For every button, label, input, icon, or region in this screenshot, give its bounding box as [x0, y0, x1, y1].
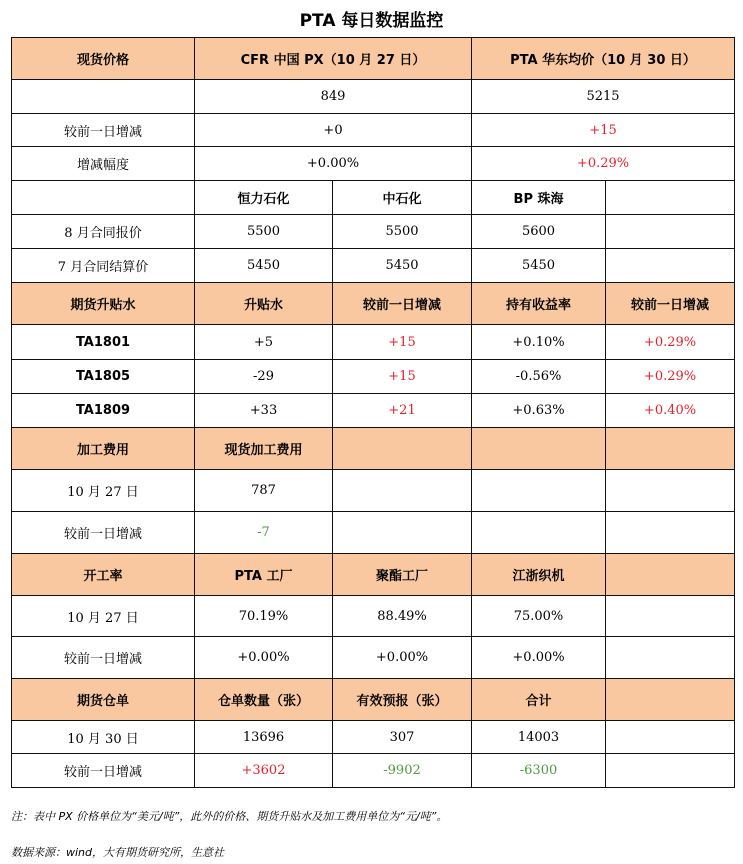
warehouse-cell: [606, 754, 735, 788]
processing-cell: [472, 470, 606, 512]
contract-header-sinopec: 中石化: [333, 181, 472, 215]
operating-cell: +0.00%: [472, 637, 606, 679]
spot-px-change: +0: [195, 114, 472, 147]
warehouse-cell: 307: [333, 721, 472, 754]
processing-row-label: 较前一日增减: [12, 512, 195, 554]
contract-cell: 5500: [195, 215, 333, 249]
contract-row-label: 8 月合同报价: [12, 215, 195, 249]
contract-cell: 5500: [333, 215, 472, 249]
contract-cell: [606, 249, 735, 283]
operating-row-label: 较前一日增减: [12, 637, 195, 679]
futures-contract-code: TA1801: [12, 325, 195, 360]
warehouse-header-forecast: 有效预报（张）: [333, 679, 472, 721]
spot-header-label: 现货价格: [12, 38, 195, 80]
table-row: [12, 754, 735, 788]
operating-header-empty: [606, 554, 735, 596]
operating-header-label: 开工率: [12, 554, 195, 596]
futures-contract-code: TA1805: [12, 360, 195, 394]
processing-header-empty: [606, 428, 735, 470]
table-row: [12, 325, 735, 360]
pta-data-table: [11, 37, 735, 788]
spot-pct-label: 增减幅度: [12, 147, 195, 181]
warehouse-forecast-change: -9902: [333, 754, 472, 788]
processing-header-empty: [333, 428, 472, 470]
spot-price-label: [12, 80, 195, 114]
futures-header-row: [12, 283, 735, 325]
futures-basis: +33: [195, 394, 333, 428]
spot-px-price: 849: [195, 80, 472, 114]
table-row: [12, 470, 735, 512]
processing-cell: [606, 470, 735, 512]
contract-header-label: [12, 181, 195, 215]
warehouse-cell: [606, 721, 735, 754]
data-source: 数据来源：wind，大有期货研究所，生意社: [11, 846, 225, 859]
spot-pta-price: 5215: [472, 80, 735, 114]
operating-header-pta: PTA 工厂: [195, 554, 333, 596]
contract-row-label: 7 月合同结算价: [12, 249, 195, 283]
warehouse-header-label: 期货仓单: [12, 679, 195, 721]
operating-row-label: 10 月 27 日: [12, 596, 195, 637]
page-title: PTA 每日数据监控: [299, 11, 444, 31]
warehouse-header-row: [12, 679, 735, 721]
operating-cell: +0.00%: [195, 637, 333, 679]
spot-px-pct: +0.00%: [195, 147, 472, 181]
warehouse-header-receipts: 仓单数量（张）: [195, 679, 333, 721]
processing-header-empty: [472, 428, 606, 470]
operating-cell: 75.00%: [472, 596, 606, 637]
processing-header-spot: 现货加工费用: [195, 428, 333, 470]
contract-cell: 5450: [472, 249, 606, 283]
processing-value: 787: [195, 470, 333, 512]
spot-pct-row: [12, 147, 735, 181]
futures-basis-change: +21: [333, 394, 472, 428]
operating-cell: 88.49%: [333, 596, 472, 637]
processing-row-label: 10 月 27 日: [12, 470, 195, 512]
processing-change: -7: [195, 512, 333, 554]
spot-header-pta: PTA 华东均价（10 月 30 日）: [472, 38, 735, 80]
futures-header-basis-change: 较前一日增减: [333, 283, 472, 325]
table-row: [12, 249, 735, 283]
table-row: [12, 637, 735, 679]
processing-cell: [472, 512, 606, 554]
warehouse-row-label: 较前一日增减: [12, 754, 195, 788]
futures-basis: +5: [195, 325, 333, 360]
unit-note: 注：表中 PX 价格单位为“美元/吨”，此外的价格、期货升贴水及加工费用单位为“元/吨”。: [11, 810, 448, 823]
processing-cell: [333, 470, 472, 512]
futures-header-basis: 升贴水: [195, 283, 333, 325]
futures-yield: -0.56%: [472, 360, 606, 394]
spot-price-row: [12, 80, 735, 114]
spot-header-row: [12, 38, 735, 80]
warehouse-header-total: 合计: [472, 679, 606, 721]
warehouse-receipt-change: +3602: [195, 754, 333, 788]
futures-yield-change: +0.29%: [606, 325, 735, 360]
warehouse-header-empty: [606, 679, 735, 721]
warehouse-row-label: 10 月 30 日: [12, 721, 195, 754]
futures-yield-change: +0.40%: [606, 394, 735, 428]
operating-header-polyester: 聚酯工厂: [333, 554, 472, 596]
table-row: [12, 394, 735, 428]
contract-header-row: [12, 181, 735, 215]
contract-header-bp: BP 珠海: [472, 181, 606, 215]
futures-basis-change: +15: [333, 325, 472, 360]
futures-basis-change: +15: [333, 360, 472, 394]
processing-header-row: [12, 428, 735, 470]
futures-yield-change: +0.29%: [606, 360, 735, 394]
futures-yield: +0.63%: [472, 394, 606, 428]
contract-cell: [606, 215, 735, 249]
operating-cell: [606, 637, 735, 679]
futures-header-yield: 持有收益率: [472, 283, 606, 325]
contract-cell: 5450: [333, 249, 472, 283]
warehouse-total-change: -6300: [472, 754, 606, 788]
operating-cell: 70.19%: [195, 596, 333, 637]
spot-pta-pct: +0.29%: [472, 147, 735, 181]
table-row: [12, 215, 735, 249]
futures-header-label: 期货升贴水: [12, 283, 195, 325]
processing-header-label: 加工费用: [12, 428, 195, 470]
operating-header-row: [12, 554, 735, 596]
operating-cell: [606, 596, 735, 637]
spot-header-px: CFR 中国 PX（10 月 27 日）: [195, 38, 472, 80]
contract-cell: 5600: [472, 215, 606, 249]
warehouse-cell: 13696: [195, 721, 333, 754]
contract-header-empty: [606, 181, 735, 215]
contract-cell: 5450: [195, 249, 333, 283]
operating-cell: +0.00%: [333, 637, 472, 679]
spot-change-label: 较前一日增减: [12, 114, 195, 147]
futures-yield: +0.10%: [472, 325, 606, 360]
spot-change-row: [12, 114, 735, 147]
table-row: [12, 596, 735, 637]
spot-pta-change: +15: [472, 114, 735, 147]
futures-header-yield-change: 较前一日增减: [606, 283, 735, 325]
operating-header-loom: 江浙织机: [472, 554, 606, 596]
warehouse-cell: 14003: [472, 721, 606, 754]
table-row: [12, 360, 735, 394]
futures-basis: -29: [195, 360, 333, 394]
futures-contract-code: TA1809: [12, 394, 195, 428]
processing-cell: [333, 512, 472, 554]
processing-cell: [606, 512, 735, 554]
table-row: [12, 512, 735, 554]
contract-header-hengli: 恒力石化: [195, 181, 333, 215]
table-row: [12, 721, 735, 754]
